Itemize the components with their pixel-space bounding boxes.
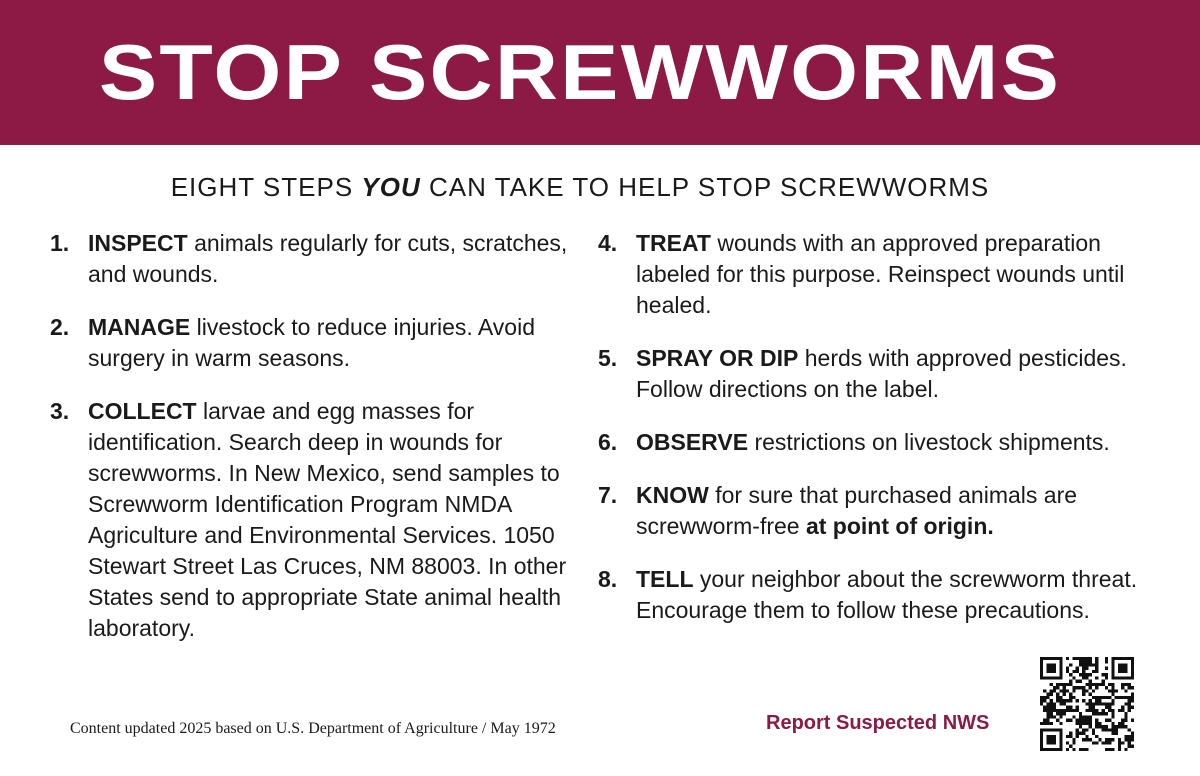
- step-description: wounds with an approved preparation labeled for this purpose. Reinspect wounds until healed.: [636, 230, 1125, 318]
- step-keyword: TREAT: [636, 230, 711, 256]
- step-text: [636, 228, 1168, 321]
- step-item: [598, 228, 1168, 321]
- step-item: [598, 427, 1168, 458]
- steps-column-right: [598, 228, 1168, 648]
- subtitle-before: EIGHT STEPS: [170, 172, 362, 202]
- step-item: [598, 343, 1168, 405]
- step-number: 7.: [598, 482, 618, 508]
- step-number: 6.: [598, 429, 618, 455]
- step-keyword: COLLECT: [88, 398, 197, 424]
- step-description: larvae and egg masses for identification. Search deep in wounds for screwworms. In New Mexico, send samples to Screwworm Identification Program NMDA Agriculture and Environmental Services. 1050 Stewart Street Las Cruces, NM 88003. In other States send to appropriate State animal health laboratory.: [88, 398, 567, 641]
- step-keyword: INSPECT: [88, 230, 188, 256]
- step-keyword: SPRAY OR DIP: [636, 345, 799, 371]
- subtitle: [0, 172, 1160, 203]
- step-text: [636, 564, 1168, 626]
- step-text: [636, 480, 1168, 542]
- step-description: animals regularly for cuts, scratches, and wounds.: [88, 230, 568, 287]
- step-description: restrictions on livestock shipments.: [748, 429, 1110, 455]
- step-description: herds with approved pesticides. Follow directions on the label.: [636, 345, 1127, 402]
- step-number: 8.: [598, 566, 618, 592]
- step-keyword: KNOW: [636, 482, 709, 508]
- report-suspected-nws-link[interactable]: Report Suspected NWS: [766, 712, 990, 734]
- title-banner: [0, 0, 1200, 145]
- steps-column-left: [50, 228, 570, 666]
- step-keyword: OBSERVE: [636, 429, 749, 455]
- subtitle-emphasis: YOU: [361, 172, 421, 202]
- step-description: your neighbor about the screwworm threat. Encourage them to follow these precautions.: [636, 566, 1138, 623]
- content-credit: Content updated 2025 based on U.S. Department of Agriculture / May 1972: [70, 720, 556, 737]
- step-text: [88, 228, 570, 290]
- step-item: [50, 312, 570, 374]
- step-number: 3.: [50, 398, 70, 424]
- qr-code-icon[interactable]: [1040, 657, 1134, 751]
- step-number: 4.: [598, 230, 618, 256]
- step-item: [50, 396, 570, 644]
- step-item: [50, 228, 570, 290]
- step-emphasis: at point of origin.: [805, 513, 994, 539]
- subtitle-after: CAN TAKE TO HELP STOP SCREWWORMS: [420, 172, 990, 202]
- step-number: 5.: [598, 345, 618, 371]
- step-text: [636, 427, 1168, 458]
- step-description: for sure that purchased animals are screwworm-free: [636, 482, 1078, 539]
- step-text: [636, 343, 1168, 405]
- step-item: [598, 564, 1168, 626]
- step-text: [88, 396, 570, 644]
- step-number: 2.: [50, 314, 70, 340]
- page-title: STOP SCREWWORMS: [98, 28, 1062, 116]
- step-description: livestock to reduce injuries. Avoid surgery in warm seasons.: [88, 314, 535, 371]
- step-text: [88, 312, 570, 374]
- step-number: 1.: [50, 230, 70, 256]
- step-item: [598, 480, 1168, 542]
- step-keyword: TELL: [636, 566, 694, 592]
- step-keyword: MANAGE: [88, 314, 191, 340]
